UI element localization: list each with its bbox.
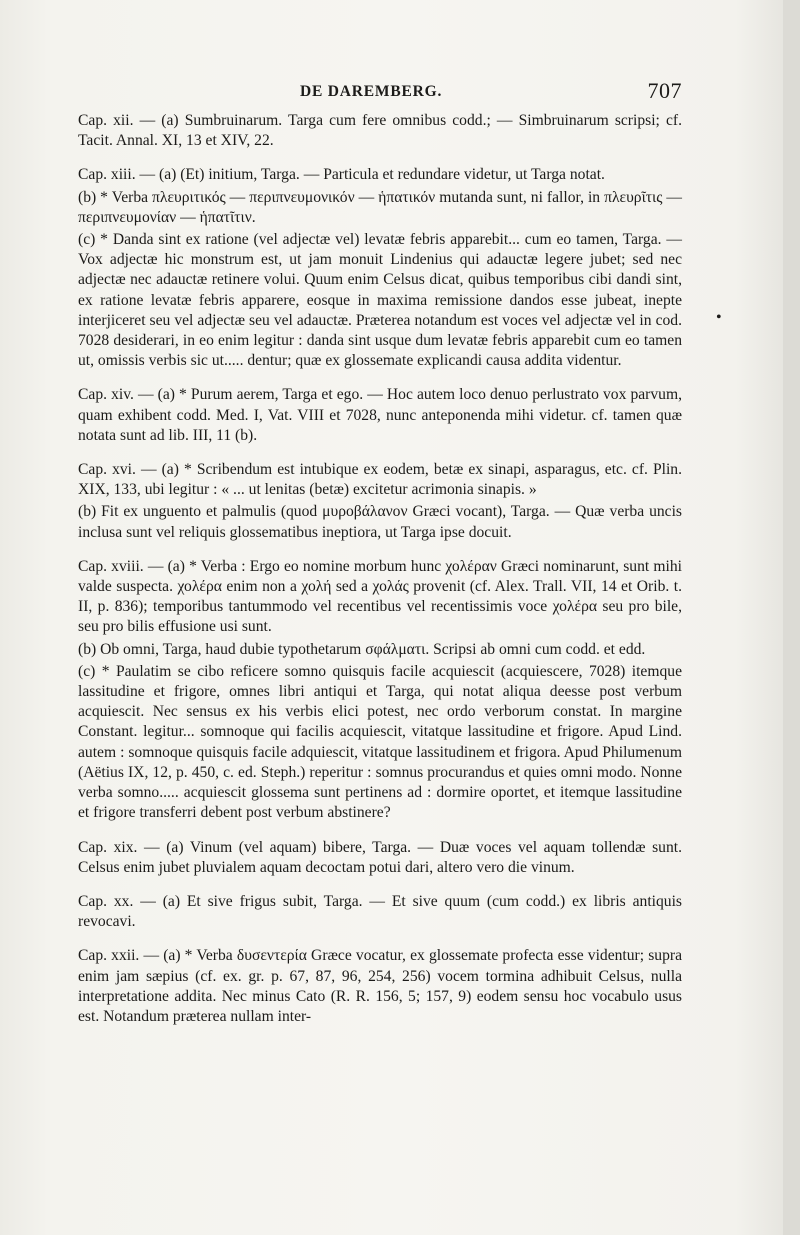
section-cap-xviii	[78, 557, 682, 824]
page-edge	[783, 0, 800, 1235]
section-cap-xvi	[78, 460, 682, 543]
note-paragraph: Cap. xvi. — (a) * Scribendum est intubique ex eodem, betæ ex sinapi, asparagus, etc. cf. Plin. XIX, 133, ubi legitur : « ... ut lenitas (betæ) excitetur acrimonia sinapis. »	[78, 461, 682, 499]
note-paragraph: Cap. xiii. — (a) (Et) initium, Targa. — Particula et redundare videtur, ut Targa notat.	[78, 166, 605, 184]
notes-body	[78, 111, 682, 1041]
note-paragraph: (b) * Verba πλευριτικός — περιπνευμονικόν — ἡπατικόν mutanda sunt, ni fallor, in πλευρῖτις — περιπνευμονίαν — ἡπατῖτιν.	[78, 188, 682, 226]
note-paragraph: (c) * Paulatim se cibo reficere somno quisquis facile acquiescit (acquiescere, 7028) itemque lassitudine et frigore, omnes libri antiqui et Targa, qui notat aliqua deesse post verbum acquiescit. Nec sensus ex his verbis elici potest, nec ordo verborum constat. In margine Constant. legitur... somnoque qui facilis acquiescit, vitatque lassitudine et frigore. Apud Lind. autem : somnoque quisquis facile adquiescit, vitatque lassitudinem et frigora. Apud Philumenum (Aëtius IX, 12, p. 450, c. ed. Steph.) reperitur : somnus procurandus et quies omni modo. Nonne verba somno..... acquiescit glossema sunt pertinens ad : dormire oportet, et itemque lassitudine et frigore transferri debent post verbum abstinere?	[78, 662, 682, 822]
note-paragraph: (c) * Danda sint ex ratione (vel adjectæ vel) levatæ febris apparebit... cum eo tamen, Targa. — Vox adjectæ hic monstrum est, ut jam monuit Lindenius qui adauctæ legere jubet; sed nec adjectæ nec adauctæ retinere volui. Quum enim Celsus dicat, quibus temporibus cibi dandi sint, ex ratione levatæ febris apparere, eosque in maxima remissione dandos esse jubeat, inepte interjiceret seu vel adjectæ seu vel adauctæ. Præterea notandum est voces vel adjectæ vel in cod. 7028 desiderari, in eo enim legitur : danda sint usque dum levatæ febris apparebit cum eo tamen ut, omissis verbis sic ut..... dentur; quæ ex glossemate explicandi causa addita videntur.	[78, 231, 682, 370]
note-paragraph: Cap. xx. — (a) Et sive frigus subit, Targa. — Et sive quum (cum codd.) ex libris antiquis revocavi.	[78, 892, 682, 931]
section-cap-xiii	[78, 165, 682, 371]
section-cap-xxii	[78, 946, 682, 1027]
note-paragraph: (b) Fit ex unguento et palmulis (quod μυροβάλανον Græci vocant), Targa. — Quæ verba uncis inclusa sunt vel reliquis glossematibus ineptiora, ut Targa ipse docuit.	[78, 503, 682, 541]
note-paragraph: Cap. xviii. — (a) * Verba : Ergo eo nomine morbum hunc χολέραν Græci nominarunt, sunt mihi valde suspecta. χολέρα enim non a χολή sed a χολάς provenit (cf. Alex. Trall. VII, 14 et Orib. t. II, p. 836); temporibus tantummodo vel recentibus vel recentissimis voce χολέρα seu pro bile, seu pro bilis effusione usi sunt.	[78, 557, 682, 636]
section-cap-xix	[78, 838, 682, 878]
note-paragraph: (b) Ob omni, Targa, haud dubie typothetarum σφάλματι. Scripsi ab omni cum codd. et edd.	[78, 640, 646, 658]
section-cap-xiv	[78, 385, 682, 446]
note-paragraph: Cap. xii. — (a) Sumbruinarum. Targa cum fere omnibus codd.; — Simbruinarum scripsi; cf. Tacit. Annal. XI, 13 et XIV, 22.	[78, 112, 682, 150]
page-number: 707	[647, 78, 682, 103]
section-cap-xx	[78, 892, 682, 932]
note-paragraph: Cap. xxii. — (a) * Verba δυσεντερία Græce vocatur, ex glossemate profecta esse videntur; supra enim jam sæpius (cf. ex. gr. p. 67, 87, 96, 254, 256) vocem tormina adhibuit Celsus, nulla interpretatione addita. Nec minus Cato (R. R. 156, 5; 157, 9) eodem sensu hoc vocabulo usus est. Notandum præterea nullam inter-	[78, 947, 682, 1025]
margin-mark: •	[716, 309, 722, 326]
note-paragraph: Cap. xiv. — (a) * Purum aerem, Targa et ego. — Hoc autem loco denuo perlustrato vox parvum, quam exhibent codd. Med. I, Vat. VIII et 7028, nunc anteponenda mihi videtur. cf. tamen quæ notata sunt ad lib. III, 11 (b).	[78, 386, 682, 444]
section-cap-xii	[78, 111, 682, 151]
running-title: DE DAREMBERG.	[300, 83, 443, 100]
note-paragraph: Cap. xix. — (a) Vinum (vel aquam) bibere, Targa. — Duæ voces vel aquam tollendæ sunt. Celsus enim jubet pluvialem aquam decoctam potui dari, altero vero die vinum.	[78, 838, 682, 876]
page-header	[78, 78, 682, 108]
